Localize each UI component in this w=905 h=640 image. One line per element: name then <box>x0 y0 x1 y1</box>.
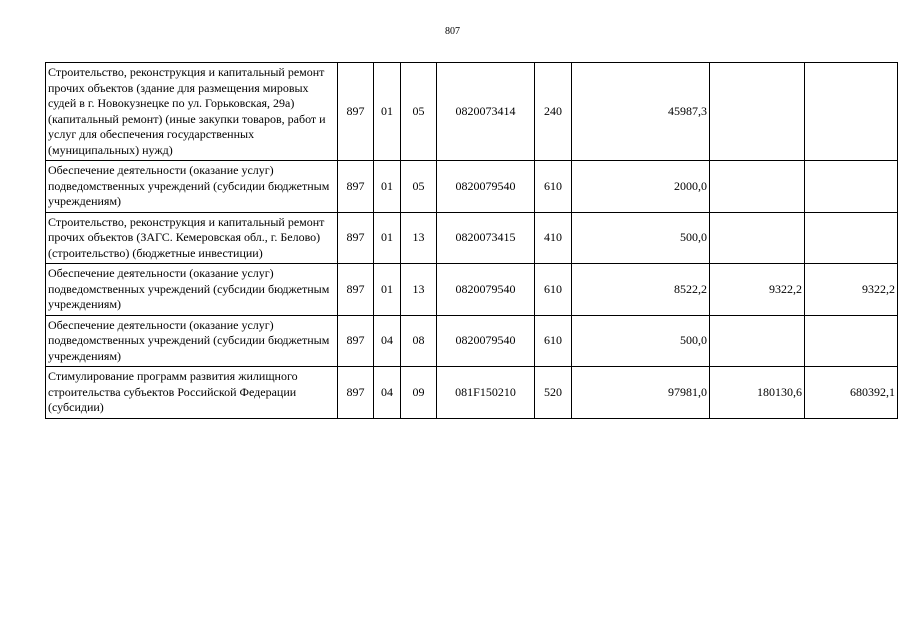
table-row <box>46 212 898 264</box>
amount-year-2 <box>710 161 805 213</box>
budget-table <box>45 62 898 419</box>
target-article-code: 0820073414 <box>437 63 535 161</box>
row-description: Обеспечение деятельности (оказание услуг) подведомственных учреждений (субсидии бюджетным учреждениям) <box>46 315 338 367</box>
ministry-code: 897 <box>338 315 374 367</box>
amount-year-3 <box>805 63 898 161</box>
section-code: 04 <box>374 315 401 367</box>
row-description: Обеспечение деятельности (оказание услуг) подведомственных учреждений (субсидии бюджетным учреждениям) <box>46 161 338 213</box>
row-description: Строительство, реконструкция и капитальный ремонт прочих объектов (здание для размещения мировых судей в г. Новокузнецке по ул. Горьковская, 29а) (капитальный ремонт) (иные закупки товаров, работ и услуг для обеспечения государственных (муниципальных) нужд) <box>46 63 338 161</box>
ministry-code: 897 <box>338 264 374 316</box>
subsection-code: 13 <box>401 264 437 316</box>
expense-type-code: 240 <box>535 63 572 161</box>
amount-year-3: 680392,1 <box>805 367 898 419</box>
amount-year-3 <box>805 315 898 367</box>
subsection-code: 13 <box>401 212 437 264</box>
section-code: 04 <box>374 367 401 419</box>
expense-type-code: 610 <box>535 264 572 316</box>
row-description: Стимулирование программ развития жилищного строительства субъектов Российской Федерации (субсидии) <box>46 367 338 419</box>
ministry-code: 897 <box>338 161 374 213</box>
page-number: 807 <box>445 26 460 37</box>
section-code: 01 <box>374 63 401 161</box>
section-code: 01 <box>374 264 401 316</box>
amount-year-1: 2000,0 <box>572 161 710 213</box>
expense-type-code: 520 <box>535 367 572 419</box>
amount-year-2 <box>710 63 805 161</box>
amount-year-1: 45987,3 <box>572 63 710 161</box>
amount-year-2 <box>710 315 805 367</box>
subsection-code: 08 <box>401 315 437 367</box>
amount-year-3: 9322,2 <box>805 264 898 316</box>
ministry-code: 897 <box>338 367 374 419</box>
table-row <box>46 161 898 213</box>
amount-year-3 <box>805 161 898 213</box>
amount-year-2 <box>710 212 805 264</box>
amount-year-2: 180130,6 <box>710 367 805 419</box>
target-article-code: 0820073415 <box>437 212 535 264</box>
amount-year-1: 8522,2 <box>572 264 710 316</box>
table-row <box>46 264 898 316</box>
subsection-code: 05 <box>401 161 437 213</box>
section-code: 01 <box>374 161 401 213</box>
table-row <box>46 63 898 161</box>
amount-year-1: 500,0 <box>572 315 710 367</box>
amount-year-1: 97981,0 <box>572 367 710 419</box>
amount-year-2: 9322,2 <box>710 264 805 316</box>
expense-type-code: 610 <box>535 315 572 367</box>
ministry-code: 897 <box>338 63 374 161</box>
ministry-code: 897 <box>338 212 374 264</box>
subsection-code: 05 <box>401 63 437 161</box>
table-row <box>46 367 898 419</box>
expense-type-code: 410 <box>535 212 572 264</box>
section-code: 01 <box>374 212 401 264</box>
table-body <box>46 63 898 419</box>
target-article-code: 0820079540 <box>437 264 535 316</box>
target-article-code: 0820079540 <box>437 315 535 367</box>
target-article-code: 081F150210 <box>437 367 535 419</box>
amount-year-1: 500,0 <box>572 212 710 264</box>
target-article-code: 0820079540 <box>437 161 535 213</box>
expense-type-code: 610 <box>535 161 572 213</box>
row-description: Строительство, реконструкция и капитальный ремонт прочих объектов (ЗАГС. Кемеровская обл., г. Белово) (строительство) (бюджетные инвестиции) <box>46 212 338 264</box>
row-description: Обеспечение деятельности (оказание услуг) подведомственных учреждений (субсидии бюджетным учреждениям) <box>46 264 338 316</box>
table-row <box>46 315 898 367</box>
subsection-code: 09 <box>401 367 437 419</box>
amount-year-3 <box>805 212 898 264</box>
